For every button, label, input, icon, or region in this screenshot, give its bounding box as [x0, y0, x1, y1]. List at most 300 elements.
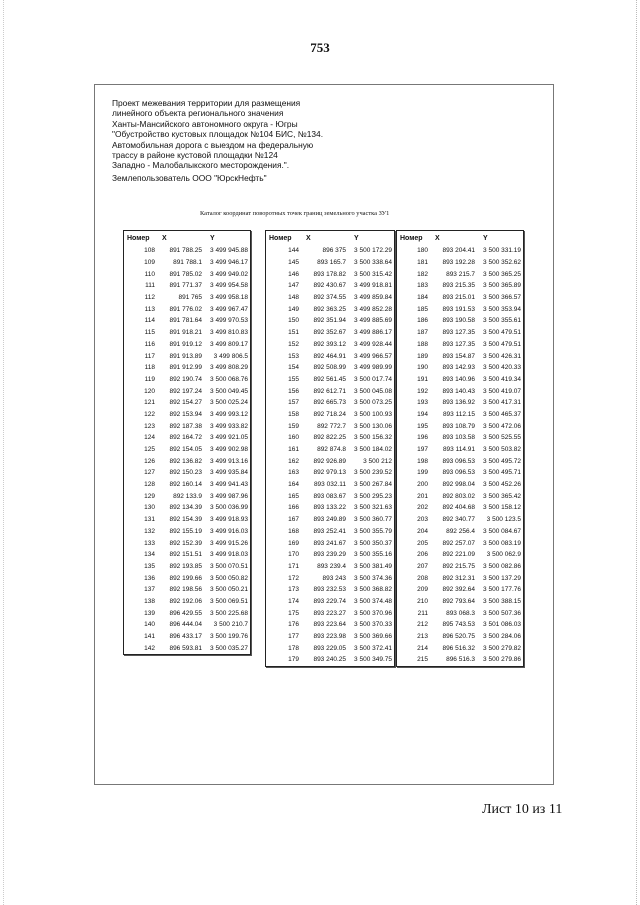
x-coordinate-cell: 893 083.67	[313, 492, 346, 500]
x-coordinate-cell: 893 229.05	[313, 644, 346, 652]
point-number-cell: 187	[417, 329, 428, 337]
table-row	[266, 420, 394, 432]
y-coordinate-cell: 3 499 809.17	[210, 340, 248, 348]
table-row	[266, 619, 394, 631]
point-number-cell: 159	[288, 422, 299, 430]
table-row	[397, 596, 523, 608]
table-row	[124, 642, 250, 654]
table-row	[124, 362, 250, 374]
table-row	[124, 268, 250, 280]
y-coordinate-cell: 3 500 321.63	[354, 504, 392, 512]
x-coordinate-cell: 892 221.09	[442, 551, 475, 559]
page-number: 753	[310, 40, 330, 55]
x-coordinate-cell: 892 154.39	[169, 516, 202, 524]
y-coordinate-cell: 3 500 419.07	[483, 387, 521, 395]
table-row	[124, 280, 250, 292]
table-row	[124, 514, 250, 526]
table-header	[266, 231, 394, 245]
y-coordinate-cell: 3 500 069.51	[210, 597, 248, 605]
project-header	[112, 98, 372, 187]
y-coordinate-cell: 3 500 073.25	[354, 399, 392, 407]
point-number-cell: 162	[288, 457, 299, 465]
point-number-cell: 184	[417, 294, 428, 302]
table-row	[266, 502, 394, 514]
y-coordinate-cell: 3 500 239.52	[354, 469, 392, 477]
table-row	[266, 490, 394, 502]
table-row	[124, 584, 250, 596]
y-coordinate-cell: 3 500 419.34	[483, 375, 521, 383]
point-number-cell: 118	[144, 364, 155, 372]
table-row	[397, 397, 523, 409]
point-number-cell: 126	[144, 457, 155, 465]
point-number-cell: 109	[144, 259, 155, 267]
table-row	[266, 537, 394, 549]
y-coordinate-cell: 3 500 279.86	[483, 656, 521, 664]
y-coordinate-cell: 3 499 928.44	[354, 340, 392, 348]
table-row	[124, 572, 250, 584]
header-line: Западно - Малобалыкского месторождения.".	[112, 160, 290, 171]
y-coordinate-cell: 3 500 355.61	[483, 317, 521, 325]
y-coordinate-cell: 3 499 918.81	[354, 282, 392, 290]
x-coordinate-cell: 892 430.67	[313, 282, 346, 290]
point-number-cell: 119	[144, 375, 155, 383]
x-coordinate-cell: 896 433.17	[169, 633, 202, 641]
y-coordinate-cell: 3 500 050.21	[210, 586, 248, 594]
y-coordinate-cell: 3 499 949.02	[210, 270, 248, 278]
y-coordinate-cell: 3 499 966.57	[354, 352, 392, 360]
y-coordinate-cell: 3 500 472.06	[483, 422, 521, 430]
y-coordinate-cell: 3 500 184.02	[354, 446, 392, 454]
table-row	[397, 409, 523, 421]
point-number-cell: 170	[288, 551, 299, 559]
x-coordinate-cell: 891 765	[178, 294, 202, 302]
y-coordinate-cell: 3 499 918.03	[210, 551, 248, 559]
x-coordinate-cell: 892 160.14	[169, 481, 202, 489]
point-number-cell: 147	[288, 282, 299, 290]
y-coordinate-cell: 3 499 808.29	[210, 364, 248, 372]
point-number-cell: 186	[417, 317, 428, 325]
y-coordinate-cell: 3 499 933.82	[210, 422, 248, 430]
x-coordinate-cell: 892 998.04	[442, 481, 475, 489]
x-coordinate-cell: 893 096.53	[442, 457, 475, 465]
x-coordinate-cell: 891 781.64	[169, 317, 202, 325]
table-row	[397, 467, 523, 479]
column-header-x: X	[306, 234, 311, 242]
x-coordinate-cell: 896 375	[322, 247, 346, 255]
header-cutoff-line	[112, 183, 372, 187]
point-number-cell: 113	[144, 305, 155, 313]
table-row	[397, 514, 523, 526]
point-number-cell: 145	[288, 259, 299, 267]
table-row	[266, 397, 394, 409]
point-number-cell: 122	[144, 410, 155, 418]
table-row	[266, 362, 394, 374]
point-number-cell: 115	[144, 329, 155, 337]
x-coordinate-cell: 893 243	[322, 574, 346, 582]
y-coordinate-cell: 3 500 070.51	[210, 562, 248, 570]
point-number-cell: 189	[417, 352, 428, 360]
column-header-y: Y	[354, 234, 359, 242]
x-coordinate-cell: 891 919.12	[169, 340, 202, 348]
point-number-cell: 116	[144, 340, 155, 348]
point-number-cell: 200	[417, 481, 428, 489]
table-row	[124, 619, 250, 631]
table-row	[124, 432, 250, 444]
point-number-cell: 164	[288, 481, 299, 489]
point-number-cell: 194	[417, 410, 428, 418]
table-row	[397, 642, 523, 654]
point-number-cell: 174	[288, 597, 299, 605]
table-row	[124, 455, 250, 467]
x-coordinate-cell: 892 193.85	[169, 562, 202, 570]
y-coordinate-cell: 3 500 049.45	[210, 387, 248, 395]
y-coordinate-cell: 3 499 918.93	[210, 516, 248, 524]
point-number-cell: 134	[144, 551, 155, 559]
y-coordinate-cell: 3 499 806.5	[213, 352, 248, 360]
point-number-cell: 156	[288, 387, 299, 395]
x-coordinate-cell: 891 912.99	[169, 364, 202, 372]
point-number-cell: 183	[417, 282, 428, 290]
table-row	[397, 280, 523, 292]
y-coordinate-cell: 3 500 295.23	[354, 492, 392, 500]
table-row	[124, 257, 250, 269]
x-coordinate-cell: 893 068.3	[446, 609, 475, 617]
x-coordinate-cell: 893 127.35	[442, 340, 475, 348]
table-row	[266, 409, 394, 421]
point-number-cell: 158	[288, 410, 299, 418]
table-row	[266, 654, 394, 666]
y-coordinate-cell: 3 500 495.71	[483, 469, 521, 477]
x-coordinate-cell: 892 136.82	[169, 457, 202, 465]
point-number-cell: 211	[417, 609, 428, 617]
table-row	[124, 409, 250, 421]
y-coordinate-cell: 3 500 156.32	[354, 434, 392, 442]
point-number-cell: 214	[417, 644, 428, 652]
x-coordinate-cell: 893 178.82	[313, 270, 346, 278]
x-coordinate-cell: 893 191.53	[442, 305, 475, 313]
y-coordinate-cell: 3 499 993.12	[210, 410, 248, 418]
y-coordinate-cell: 3 500 420.33	[483, 364, 521, 372]
x-coordinate-cell: 893 223.27	[313, 609, 346, 617]
scan-edge-left	[3, 0, 4, 905]
y-coordinate-cell: 3 500 503.82	[483, 446, 521, 454]
table-row	[124, 444, 250, 456]
table-row	[124, 385, 250, 397]
x-coordinate-cell: 893 239.4	[317, 562, 346, 570]
point-number-cell: 167	[288, 516, 299, 524]
point-number-cell: 192	[417, 387, 428, 395]
table-row	[397, 490, 523, 502]
point-number-cell: 185	[417, 305, 428, 313]
point-number-cell: 120	[144, 387, 155, 395]
table-row	[124, 292, 250, 304]
x-coordinate-cell: 893 215.35	[442, 282, 475, 290]
point-number-cell: 141	[144, 633, 155, 641]
table-row	[397, 572, 523, 584]
x-coordinate-cell: 896 593.81	[169, 644, 202, 652]
table-row	[124, 537, 250, 549]
table-row	[397, 584, 523, 596]
x-coordinate-cell: 893 215.01	[442, 294, 475, 302]
x-coordinate-cell: 891 913.89	[169, 352, 202, 360]
y-coordinate-cell: 3 499 916.03	[210, 527, 248, 535]
point-number-cell: 188	[417, 340, 428, 348]
table-row	[266, 315, 394, 327]
table-row	[397, 537, 523, 549]
point-number-cell: 153	[288, 352, 299, 360]
point-number-cell: 139	[144, 609, 155, 617]
point-number-cell: 202	[417, 504, 428, 512]
x-coordinate-cell: 892 926.89	[313, 457, 346, 465]
x-coordinate-cell: 892 152.39	[169, 539, 202, 547]
x-coordinate-cell: 896 520.75	[442, 633, 475, 641]
y-coordinate-cell: 3 500 350.37	[354, 539, 392, 547]
y-coordinate-cell: 3 500 017.74	[354, 375, 392, 383]
x-coordinate-cell: 893 249.89	[313, 516, 346, 524]
y-coordinate-cell: 3 500 130.06	[354, 422, 392, 430]
x-coordinate-cell: 893 114.91	[442, 446, 475, 454]
table-row	[266, 467, 394, 479]
table-header	[397, 231, 523, 245]
point-number-cell: 160	[288, 434, 299, 442]
table-header	[124, 231, 250, 245]
y-coordinate-cell: 3 500 084.67	[483, 527, 521, 535]
point-number-cell: 199	[417, 469, 428, 477]
point-number-cell: 140	[144, 621, 155, 629]
point-number-cell: 193	[417, 399, 428, 407]
x-coordinate-cell: 892 340.77	[442, 516, 475, 524]
point-number-cell: 169	[288, 539, 299, 547]
point-number-cell: 172	[288, 574, 299, 582]
point-number-cell: 137	[144, 586, 155, 594]
point-number-cell: 117	[144, 352, 155, 360]
table-row	[397, 245, 523, 257]
y-coordinate-cell: 3 500 062.9	[486, 551, 521, 559]
x-coordinate-cell: 892 979.13	[313, 469, 346, 477]
table-row	[124, 315, 250, 327]
table-row	[266, 257, 394, 269]
point-number-cell: 144	[288, 247, 299, 255]
x-coordinate-cell: 892 154.27	[169, 399, 202, 407]
point-number-cell: 197	[417, 446, 428, 454]
x-coordinate-cell: 892 363.25	[313, 305, 346, 313]
x-coordinate-cell: 892 665.73	[313, 399, 346, 407]
y-coordinate-cell: 3 500 279.82	[483, 644, 521, 652]
x-coordinate-cell: 893 223.64	[313, 621, 346, 629]
point-number-cell: 180	[417, 247, 428, 255]
point-number-cell: 191	[417, 375, 428, 383]
table-row	[266, 631, 394, 643]
table-row	[397, 631, 523, 643]
table-body	[124, 245, 250, 654]
x-coordinate-cell: 892 612.71	[313, 387, 346, 395]
table-row	[397, 549, 523, 561]
x-coordinate-cell: 892 508.99	[313, 364, 346, 372]
point-number-cell: 190	[417, 364, 428, 372]
point-number-cell: 127	[144, 469, 155, 477]
table-row	[397, 292, 523, 304]
x-coordinate-cell: 892 393.12	[313, 340, 346, 348]
x-coordinate-cell: 891 771.37	[169, 282, 202, 290]
point-number-cell: 205	[417, 539, 428, 547]
y-coordinate-cell: 3 500 479.51	[483, 329, 521, 337]
y-coordinate-cell: 3 500 365.25	[483, 270, 521, 278]
point-number-cell: 196	[417, 434, 428, 442]
y-coordinate-cell: 3 499 852.28	[354, 305, 392, 313]
table-row	[397, 339, 523, 351]
y-coordinate-cell: 3 500 137.29	[483, 574, 521, 582]
x-coordinate-cell: 891 788.25	[169, 247, 202, 255]
x-coordinate-cell: 892 803.02	[442, 492, 475, 500]
table-row	[397, 327, 523, 339]
point-number-cell: 123	[144, 422, 155, 430]
y-coordinate-cell: 3 499 987.96	[210, 492, 248, 500]
table-row	[397, 619, 523, 631]
x-coordinate-cell: 893 103.58	[442, 434, 475, 442]
table-row	[266, 444, 394, 456]
point-number-cell: 146	[288, 270, 299, 278]
point-number-cell: 150	[288, 317, 299, 325]
y-coordinate-cell: 3 500 369.66	[354, 633, 392, 641]
point-number-cell: 121	[144, 399, 155, 407]
table-row	[266, 339, 394, 351]
point-number-cell: 198	[417, 457, 428, 465]
y-coordinate-cell: 3 499 946.17	[210, 259, 248, 267]
table-row	[124, 631, 250, 643]
table-row	[266, 607, 394, 619]
point-number-cell: 165	[288, 492, 299, 500]
point-number-cell: 133	[144, 539, 155, 547]
point-number-cell: 195	[417, 422, 428, 430]
x-coordinate-cell: 892 190.74	[169, 375, 202, 383]
y-coordinate-cell: 3 500 507.36	[483, 609, 521, 617]
y-coordinate-cell: 3 499 945.88	[210, 247, 248, 255]
table-body	[266, 245, 394, 666]
y-coordinate-cell: 3 500 365.42	[483, 492, 521, 500]
y-coordinate-cell: 3 499 967.47	[210, 305, 248, 313]
y-coordinate-cell: 3 499 970.53	[210, 317, 248, 325]
point-number-cell: 152	[288, 340, 299, 348]
table-row	[124, 549, 250, 561]
x-coordinate-cell: 892 793.64	[442, 597, 475, 605]
x-coordinate-cell: 892 256.4	[446, 527, 475, 535]
point-number-cell: 149	[288, 305, 299, 313]
x-coordinate-cell: 893 112.15	[442, 410, 475, 418]
point-number-cell: 155	[288, 375, 299, 383]
header-line: "Обустройство кустовых площадок №104 БИС, №134.	[112, 129, 324, 140]
x-coordinate-cell: 892 150.23	[169, 469, 202, 477]
x-coordinate-cell: 892 151.51	[169, 551, 202, 559]
x-coordinate-cell: 892 351.94	[313, 317, 346, 325]
x-coordinate-cell: 893 142.93	[442, 364, 475, 372]
x-coordinate-cell: 893 136.92	[442, 399, 475, 407]
y-coordinate-cell: 3 500 172.29	[354, 247, 392, 255]
table-row	[397, 455, 523, 467]
point-number-cell: 135	[144, 562, 155, 570]
table-row	[266, 280, 394, 292]
point-number-cell: 182	[417, 270, 428, 278]
table-row	[397, 526, 523, 538]
y-coordinate-cell: 3 499 921.05	[210, 434, 248, 442]
point-number-cell: 108	[144, 247, 155, 255]
x-coordinate-cell: 893 133.22	[313, 504, 346, 512]
y-coordinate-cell: 3 500 495.72	[483, 457, 521, 465]
point-number-cell: 181	[417, 259, 428, 267]
column-header-num: Номер	[269, 234, 292, 242]
table-row	[124, 327, 250, 339]
x-coordinate-cell: 891 788.1	[173, 259, 202, 267]
point-number-cell: 166	[288, 504, 299, 512]
point-number-cell: 212	[417, 621, 428, 629]
y-coordinate-cell: 3 500 353.94	[483, 305, 521, 313]
y-coordinate-cell: 3 500 370.33	[354, 621, 392, 629]
y-coordinate-cell: 3 499 810.83	[210, 329, 248, 337]
point-number-cell: 142	[144, 644, 155, 652]
table-row	[397, 654, 523, 666]
y-coordinate-cell: 3 499 859.84	[354, 294, 392, 302]
y-coordinate-cell: 3 500 100.93	[354, 410, 392, 418]
y-coordinate-cell: 3 500 036.99	[210, 504, 248, 512]
point-number-cell: 171	[288, 562, 299, 570]
table-row	[124, 420, 250, 432]
point-number-cell: 168	[288, 527, 299, 535]
table-row	[124, 245, 250, 257]
y-coordinate-cell: 3 500 352.62	[483, 259, 521, 267]
point-number-cell: 112	[144, 294, 155, 302]
table-row	[397, 479, 523, 491]
y-coordinate-cell: 3 499 954.58	[210, 282, 248, 290]
y-coordinate-cell: 3 500 025.24	[210, 399, 248, 407]
x-coordinate-cell: 892 561.45	[313, 375, 346, 383]
x-coordinate-cell: 892 874.8	[317, 446, 346, 454]
y-coordinate-cell: 3 499 958.18	[210, 294, 248, 302]
table-row	[124, 397, 250, 409]
point-number-cell: 128	[144, 481, 155, 489]
x-coordinate-cell: 891 776.02	[169, 305, 202, 313]
table-row	[266, 374, 394, 386]
y-coordinate-cell: 3 500 465.37	[483, 410, 521, 418]
table-row	[124, 339, 250, 351]
x-coordinate-cell: 893 252.41	[313, 527, 346, 535]
column-header-num: Номер	[400, 234, 423, 242]
table-row	[397, 444, 523, 456]
y-coordinate-cell: 3 500 368.82	[354, 586, 392, 594]
point-number-cell: 130	[144, 504, 155, 512]
x-coordinate-cell: 892 154.05	[169, 446, 202, 454]
table-row	[124, 596, 250, 608]
table-row	[266, 572, 394, 584]
y-coordinate-cell: 3 500 177.76	[483, 586, 521, 594]
table-row	[397, 303, 523, 315]
x-coordinate-cell: 896 444.04	[169, 621, 202, 629]
table-row	[397, 268, 523, 280]
y-coordinate-cell: 3 500 123.5	[486, 516, 521, 524]
point-number-cell: 157	[288, 399, 299, 407]
y-coordinate-cell: 3 500 479.51	[483, 340, 521, 348]
y-coordinate-cell: 3 500 210.7	[213, 621, 248, 629]
x-coordinate-cell: 892 155.19	[169, 527, 202, 535]
y-coordinate-cell: 3 500 426.31	[483, 352, 521, 360]
table-row	[266, 514, 394, 526]
header-line: Ханты-Мансийского автономного округа - Югры	[112, 118, 298, 129]
point-number-cell: 110	[144, 270, 155, 278]
y-coordinate-cell: 3 500 370.96	[354, 609, 392, 617]
header-line: линейного объекта регионального значения	[112, 108, 284, 119]
point-number-cell: 213	[417, 633, 428, 641]
point-number-cell: 207	[417, 562, 428, 570]
point-number-cell: 129	[144, 492, 155, 500]
x-coordinate-cell: 893 229.74	[313, 597, 346, 605]
